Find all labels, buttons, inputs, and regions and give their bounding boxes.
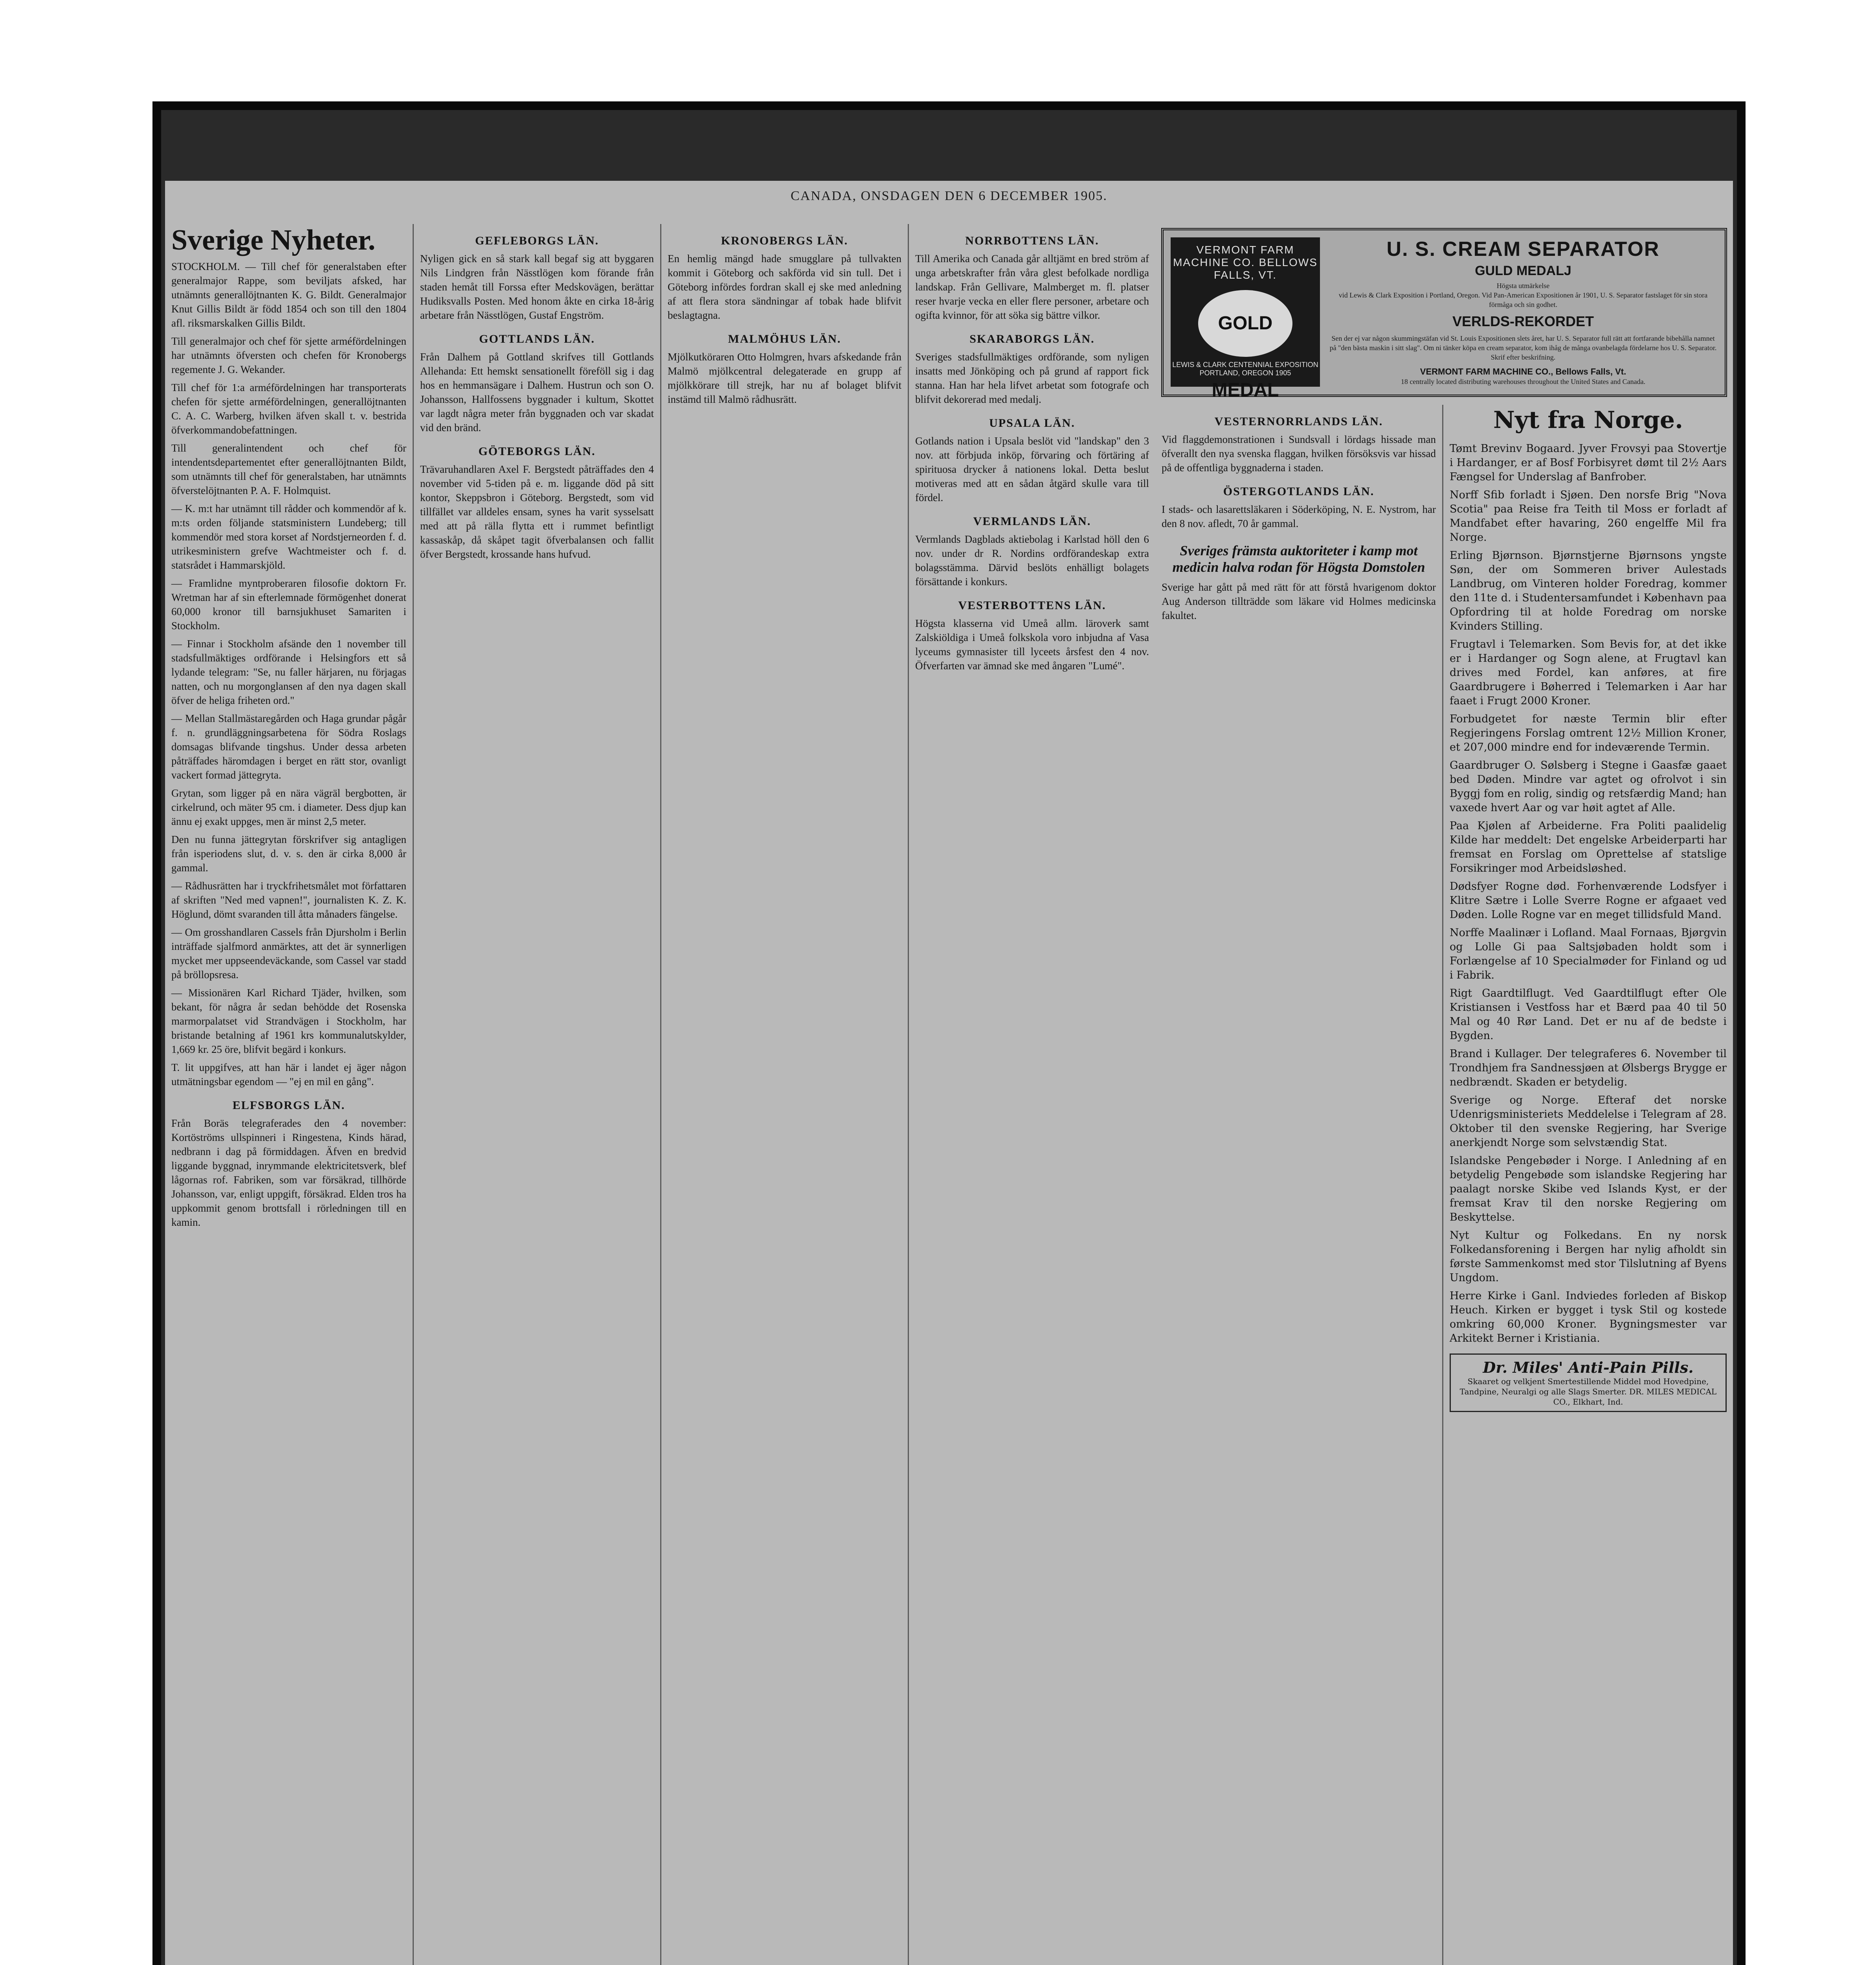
pills-ad-text: Skaaret og velkjent Smertestillende Middel mod Hovedpine, Tandpine, Neuralgi og alle Slags Smerter. DR. MILES MEDICAL CO., Elkhart, Ind. [1459,1377,1717,1407]
column-4 [908,224,1155,1965]
ad-body-1: vid Lewis & Clark Exposition i Portland, Oregon. Vid Pan-American Expositionen år 1901, U. S. Separator fastslaget för sin stora förmåga och sin godhet. [1338,291,1708,309]
sverige-paragraph: — Framlidne myntproberaren filosofie doktorn Fr. Wretman har af sin efterlemnade förmögenhet donerat 60,000 kronor till barnsjukhuset Samariten i Stockholm. [171,577,406,632]
upsala-text: Gotlands nation i Upsala beslöt vid "landskap" den 3 nov. att förbjuda inköp, förvaring och förtäring af spirituosa drycker å nationens lokal. Detta beslut motiveras med att en sådan åtgärd skulle vara till fördel. [915,435,1149,503]
ad-title: U. S. CREAM SEPARATOR [1386,238,1660,261]
newspaper-page [165,181,1733,1965]
page-header: CANADA, ONSDAGEN DEN 6 DECEMBER 1905. [791,189,1107,203]
kronoberg-heading: KRONOBERGS LÄN. [721,234,848,247]
gottland-heading: GOTTLANDS LÄN. [479,332,595,345]
norge-paragraph: Islandske Pengebøder i Norge. I Anledning af en betydelig Pengebøde som islandske Regjering har paalagt norske Skibe ved Islands Kyst, er der fremsat Krav til den norske Regjering om Beskyttelse. [1450,1155,1727,1223]
vesterbotten-text: Högsta klasserna vid Umeå allm. läroverk samt Zalskiöldiga i Umeå folkskola voro inbjudna af Vasa lyceums gymnasister till lyceets årsfest den 4 nov. Öfverfarten var ämnad ske med ångaren "Lumé". [915,617,1149,672]
sverige-paragraph: Till generalintendent och chef för intendentsdepartementet efter generallöjtnanten Bildt, som utnämnts till chef för generalstaben, har utnämnts öfverstelöjtnanten P. A. F. Holmquist. [171,442,406,496]
norge-paragraph: Nyt Kultur og Folkedans. En ny norsk Folkedansforening i Bergen har nylig afholdt sin første Sammenkomst med stor Tilslutning af Byens Ungdom. [1450,1229,1727,1284]
sverige-title: Sverige Nyheter. [171,224,376,256]
gefleborg-heading: GEFLEBORGS LÄN. [475,234,599,247]
norge-paragraph: Forbudgetet for næste Termin blir efter Regjeringens Forslag omtrent 12½ Million Kroner, et 207,000 mindre end for indeværende Termin. [1450,713,1727,753]
malmohus-heading: MALMÖHUS LÄN. [728,332,841,345]
sverige-paragraph: — Rådhusrätten har i tryckfrihetsmålet mot författaren af skriften "Ned med vapnen!", journalisten K. Z. K. Höglund, dömt svaranden till åtta månaders fängelse. [171,880,406,920]
sverige-paragraph: — Missionären Karl Richard Tjäder, hvilken, som bekant, för några år sedan behödde det Rosenska marmorpalatset vid Strandvägen i Stockholm, har bristande betalning af 1961 krs kommunalutskylder, 1,669 kr. 25 öre, blifvit begärd i konkurs. [171,987,406,1055]
ad-medal-note: Högsta utmärkelse [1496,282,1550,290]
norge-paragraph: Dødsfyer Rogne død. Forhenværende Lodsfyer i Klitre Sætre i Lolle Sverre Rogne er afgaaet ved Døden. Lolle Rogne var en meget tillidsfuld Mand. [1450,880,1727,921]
sverige-paragraph: Den nu funna jättegrytan förskrifver sig antagligen från isperiodens slut, d. v. s. den är cirka 8,000 år gammal. [171,834,406,874]
norge-paragraph: Sverige og Norge. Efteraf det norske Udenrigsministeriets Meddelelse i Telegram af 28. Oktober til den svenske Regjering, har Sverige anerkjendt Norge som selvstændig Stat. [1450,1094,1727,1149]
elfsborg-text: Från Boräs telegraferades den 4 november: Kortöströms ullspinneri i Ringestena, Kinds härad, nedbrann i dag på förmiddagen. Äfven en bredvid liggande byggnad, inrymmande elektricitetsverk, blef lågornas rof. Fabriken, som var försäkrad, tillhörde Johansson, var, enligt uppgift, försäkrad. Elden tros ha uppkommit genom brottsfall i rörledningen till en kamin. [171,1117,406,1228]
column-5 [1155,405,1442,1965]
norge-paragraph: Brand i Kullager. Der telegraferes 6. November til Trondhjem fra Sandnessjøen at Ølsbergs Brygge er nedbrændt. Skaden er betydelig. [1450,1048,1727,1088]
norge-paragraph: Frugtavl i Telemarken. Som Bevis for, at det ikke er i Hardanger og Sogn alene, at Frugtavl kan drives med Fordel, kan anføres, at fire Gaardbrugere i Bøherred i Telemarken i Aar har faaet i Frugt 2000 Kroner. [1450,638,1727,707]
elfsborg-heading: ELFSBORGS LÄN. [232,1099,345,1112]
gefleborg-text: Nyligen gick en så stark kall begaf sig att byggaren Nils Lindgren från Nässtlögen kom förande från staden hemåt till Forssa efter Medskovägen, berättar Hudiksvalls Posten. Med honom åkte en cirka 18-årig arbetare från Nässtlögen, Gustaf Engström. [420,253,654,321]
sverige-paragraph: — Mellan Stallmästaregården och Haga grundar pågår f. n. grundläggningsarbetena för Södra Roslags domsagas blifvande tingshus. Under dessa arbeten påträffades häromdagen i berget en rätt stor, ovanligt vackert formad jättegryta. [171,713,406,781]
upsala-heading: UPSALA LÄN. [989,417,1075,430]
sverige-paragraph: STOCKHOLM. — Till chef för generalstaben efter generalmajor Rappe, som beviljats afsked, har utnämnts generallöjtnanten K. G. Bildt. Generalmajor Knut Gillis Bildt är född 1854 och son till den 1804 afl. riksmarskalken Gillis Bildt. [171,261,406,329]
norge-paragraph: Herre Kirke i Ganl. Indviedes forleden af Biskop Heuch. Kirken er bygget i tysk Stil og kostede omkring 60,000 Kroner. Bygningsmester var Arkitekt Berner i Kristiania. [1450,1290,1727,1344]
ostergotland-heading: ÖSTERGOTLANDS LÄN. [1223,485,1375,498]
badge-company: VERMONT FARM MACHINE CO. BELLOWS FALLS, VT. [1173,244,1318,281]
vesternorrland-text: Vid flaggdemonstrationen i Sundsvall i lördags hissade man öfverallt den nya svenska flaggan, hvilken försöksvis var hissad på de offentliga byggnaderna i staden. [1162,433,1436,474]
kronoberg-text: En hemlig mängd hade smugglare på tullvakten kommit i Göteborg och sakförda vid sin tull. Det i Göteborg infördes fordran skall ej ske med anledning af att flera stora sändningar af tobak hade blifvit beslagtagna. [668,253,901,321]
skaraborg-text: Sveriges stadsfullmäktiges ordförande, som nyligen insatts med Jönköping och på grund af rapport fick stanna. Han har hela lifvet arbetat som fotografe och blifvit dekorerad med medalj. [915,351,1149,405]
ad-company: VERMONT FARM MACHINE CO., Bellows Falls, Vt. [1420,367,1626,376]
gold-medal-badge [1171,237,1320,400]
vesternorrland-heading: VESTERNORRLANDS LÄN. [1214,415,1383,428]
column-1 [165,224,413,1965]
column-3 [660,224,908,1965]
pills-ad-title: Dr. Miles' Anti-Pain Pills. [1483,1359,1694,1376]
gottland-text: Från Dalhem på Gottland skrifves till Gottlands Allehanda: Ett hemskt sensationellt föreföll sig i dag hos en hemmansägare i Dalhem. Hustrun och son O. Johansson, Hallfossens byggnader i kultum, Skottet var lagdt några meter från byggnaden och var skadat vid den bränd. [420,351,654,433]
sverige-paragraph: — K. m:t har utnämnt till rådder och kommendör af k. m:ts orden följande statsministern Lundeberg; till kommendör med stora korset af Nordstjerneorden f. d. utrikesministern grefve Wachtmeister och f. d. statsrådet i Hammarskjöld. [171,503,406,571]
norge-paragraph: Tømt Brevinv Bogaard. Jyver Frovsyi paa Stovertje i Hardanger, er af Bosf Forbisyret dømt til 2½ Aars Fængsel for Underslag af Banfrober. [1450,443,1727,483]
sverige-paragraph: T. lit uppgifves, att han här i landet ej äger någon utmätningsbar egendom — "ej en mil en gång". [171,1061,406,1087]
sverige-paragraph: Grytan, som ligger på en nära vägräl bergbotten, är cirkelrund, och mäter 95 cm. i diameter. Dess djup kan ännu ej exakt uppges, men är minst 2,5 meter. [171,787,406,827]
vermland-heading: VERMLANDS LÄN. [973,515,1091,528]
ad-company-note: 18 centrally located distributing warehouses throughout the United States and Canada. [1401,378,1646,386]
sverige-paragraph: — Om grosshandlaren Cassels från Djursholm i Berlin inträffade sjalfmord anmärktes, att det är synnerligen mycket mer uppseendeväckande, som Cassel var stadd på bröllopsresa. [171,926,406,981]
sverige-paragraph: Till generalmajor och chef för sjette arméfördelningen har utnämnts öfversten och chefen för Kronobergs regemente J. G. Wekander. [171,335,406,375]
norge-paragraph: Rigt Gaardtilflugt. Ved Gaardtilflugt efter Ole Kristiansen i Vestfoss har et Bærd paa 40 til 50 Mal og 40 Rør Land. Det er nu af de bedste i Bygden. [1450,987,1727,1042]
norge-title: Nyt fra Norge. [1493,406,1683,434]
goteborg-text: Trävaruhandlaren Axel F. Bergstedt påträffades den 4 november vid 5-tiden på e. m. liggande död på sitt kontor, Skeppsbron i Göteborg. Bergstedt, som vid tillfället var alldeles ensam, synes ha varit sysselsatt med att på rälla flytta ett i rummet befintligt kassaskåp, då skåpet tagit öfverbalansen och fallit öfver Bergstedt, krossande hans hufvud. [420,463,654,560]
column-6 [1442,405,1733,1965]
norge-paragraph: Gaardbruger O. Sølsberg i Stegne i Gaasfæ gaaet bed Døden. Mindre var agtet og ofrolvot i sin Byggj fom en rolig, sindig og retsfærdig Mand; han vaxede hvert Aar og var høit agtet af Alle. [1450,759,1727,814]
norge-paragraph: Norffe Maalinær i Lofland. Maal Fornaas, Bjørgvin og Lolle Gi paa Saltsjøbaden holdt som i Forlængelse af 10 Specialmøder for Finland og ud i Fabrik. [1450,927,1727,981]
ad-body [1329,237,1718,387]
norrbotten-text: Till Amerika och Canada går alltjämt en bred ström af unga arbetskrafter från våra glest befolkade nordliga landskap. Från Gellivare, Malmberget m. fl. platser reser hvarje vecka en eller flere personer, arbetare och ogifta kvinnor, för att söka sig bättre vilkor. [915,253,1149,321]
ad-body-2: Sen der ej var någon skummingstäfan vid St. Louis Expositionen slets året, har U. S. Separator full rätt att fortfarande bibehålla namnet på "den bästa maskin i sitt slag". Om ni tänker köpa en cream separator, kom ihåg de många ovanbelagda fördelarne hos U. S. Separator. Skrif efter beskrifning. [1329,334,1717,361]
goteborg-heading: GÖTEBORGS LÄN. [478,445,596,458]
norge-paragraph: Erling Bjørnson. Bjørnstjerne Bjørnsons yngste Søn, der om Sommeren briver Aulestads Landbrug, om Vinteren holder Foredrag, kommer den 11te d. i Studentersamfundet i København paa Opfordring til at holde Foredrag om norske Kvinders Stilling. [1450,549,1727,632]
vesterbotten-heading: VESTERBOTTENS LÄN. [958,599,1106,612]
feature-text: Sverige har gått på med rätt för att förstå hvarigenom doktor Aug Anderson tillträdde som läkare vid Holmes medicinska fakultet. [1162,581,1436,621]
norge-paragraph: Norff Sfib forladt i Sjøen. Den norsfe Brig "Nova Scotia" paa Reise fra Teith til Moss er forladt af Mandfabet efter havaring, 260 engelffe Mil fra Norge. [1450,489,1727,544]
skaraborg-heading: SKARABORGS LÄN. [969,332,1095,345]
ostergotland-text: I stads- och lasarettsläkaren i Söderköping, N. E. Nystrom, har den 8 nov. afledt, 70 år gammal. [1162,503,1436,529]
norrbotten-heading: NORRBOTTENS LÄN. [965,234,1099,247]
norge-paragraph: Paa Kjølen af Arbeiderne. Fra Politi paalidelig Kilde har meddelt: Det engelske Arbeiderparti har fremsat en Forslag om Oprettelse af statslige Forsikringer mod Arbeidsløshed. [1450,820,1727,874]
badge-medal: GOLD MEDAL [1198,290,1292,357]
sverige-paragraph: Till chef för 1:a arméfördelningen har transporterats chefen för sjette arméfördelningen, generallöjtnanten C. A. C. Warberg, hvilken äfven skall t. v. bestrida öfverkommandobefattningen. [171,382,406,436]
malmohus-text: Mjölkutköraren Otto Holmgren, hvars afskedande från Malmö mjölkcentral delegaterade en grupp af mjölkkörare till strejk, har nu af bolaget blifvit instämd till Malmö rådhusrätt. [668,351,901,405]
column-2 [413,224,660,1965]
badge-expo: LEWIS & CLARK CENTENNIAL EXPOSITION PORTLAND, OREGON 1905 [1172,361,1318,377]
sverige-paragraph: — Finnar i Stockholm afsände den 1 november till stadsfullmäktiges ordförande i Helsingfors ett så lydande telegram: "Se, nu faller härjaren, nu förjagas natten, och nu morgonglansen af den nya dagen skall öfver de heliga friheten ord." [171,638,406,706]
feature-heading: Sveriges främsta auktoriteter i kamp mot medicin halva rodan för Högsta Domstolen [1172,543,1425,575]
anti-pain-pills-ad [1450,1353,1727,1412]
vermland-text: Vermlands Dagblads aktiebolag i Karlstad höll den 6 nov. under dr R. Nordins ordförandeskap extra bolagsstämma. Därvid beslöts enhälligt bolagets försättande i konkurs. [915,533,1149,588]
cream-separator-ad [1161,228,1727,400]
ad-medal: GULD MEDALJ [1475,263,1571,278]
ad-record: VERLDS-REKORDET [1452,313,1594,329]
